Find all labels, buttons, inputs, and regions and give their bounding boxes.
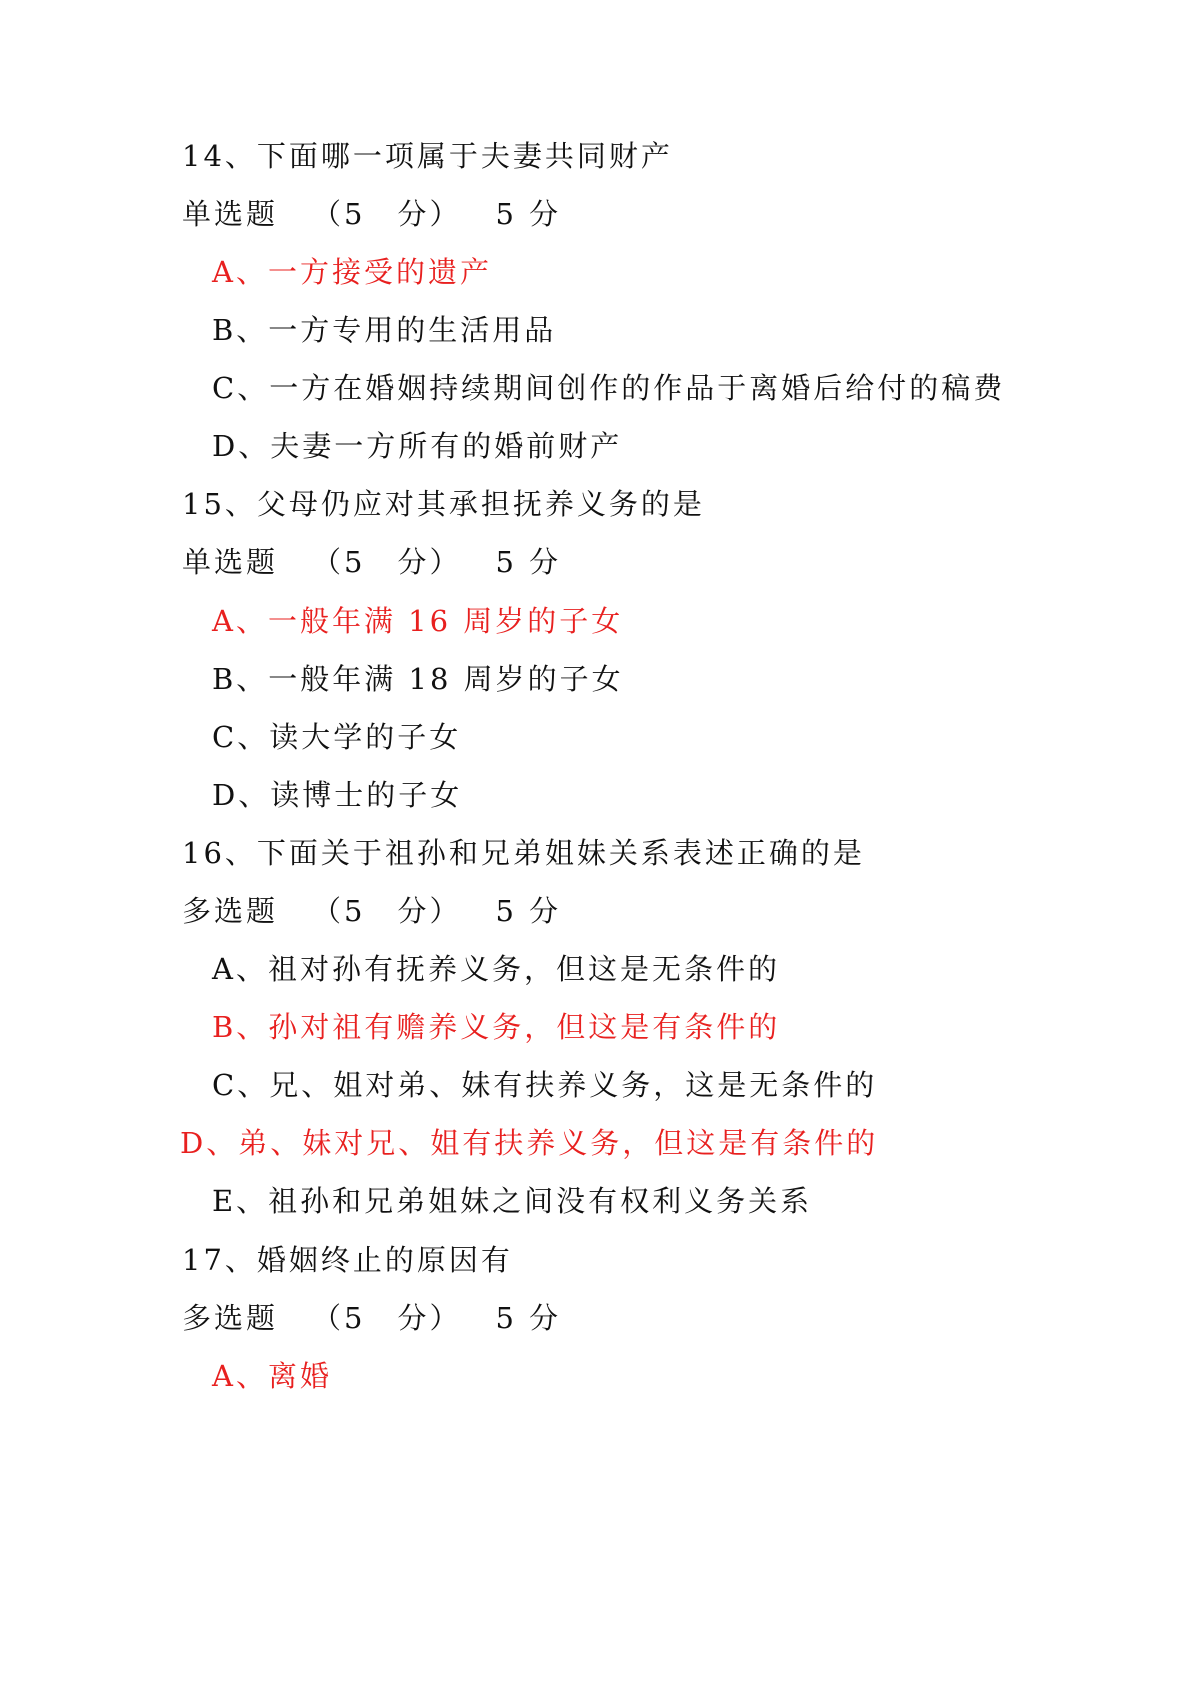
question-14-title: 14、下面哪一项属于夫妻共同财产 bbox=[182, 139, 673, 173]
question-score-paren: （5 分） bbox=[312, 545, 462, 579]
question-15-option-b: B、一般年满 18 周岁的子女 bbox=[212, 662, 624, 696]
question-15-option-c: C、读大学的子女 bbox=[212, 720, 462, 754]
question-17-meta bbox=[182, 1298, 561, 1338]
question-type: 单选题 bbox=[182, 197, 279, 231]
question-15-option-a: A、一般年满 16 周岁的子女 bbox=[212, 604, 624, 638]
question-15-title: 15、父母仍应对其承担抚养义务的是 bbox=[182, 487, 705, 521]
question-score: 5 分 bbox=[495, 894, 562, 928]
question-14-option-a: A、一方接受的遗产 bbox=[212, 255, 492, 289]
question-17-option-a: A、离婚 bbox=[212, 1359, 332, 1393]
question-score: 5 分 bbox=[495, 1301, 562, 1335]
question-16-option-c: C、兄、姐对弟、妹有扶养义务，这是无条件的 bbox=[212, 1068, 878, 1102]
question-14-option-b: B、一方专用的生活用品 bbox=[212, 313, 557, 347]
question-16-meta bbox=[182, 891, 561, 931]
question-15-option-d: D、读博士的子女 bbox=[212, 778, 463, 812]
question-14-option-c: C、一方在婚姻持续期间创作的作品于离婚后给付的稿费 bbox=[212, 371, 1006, 405]
question-score: 5 分 bbox=[495, 545, 562, 579]
question-score-paren: （5 分） bbox=[312, 1301, 462, 1335]
question-type: 单选题 bbox=[182, 545, 279, 579]
question-15-meta bbox=[182, 542, 561, 582]
question-16-title: 16、下面关于祖孙和兄弟姐妹关系表述正确的是 bbox=[182, 836, 865, 870]
question-16-option-d: D、弟、妹对兄、姐有扶养义务，但这是有条件的 bbox=[180, 1126, 879, 1160]
question-score-paren: （5 分） bbox=[312, 197, 462, 231]
question-type: 多选题 bbox=[182, 894, 279, 928]
question-16-option-e: E、祖孙和兄弟姐妹之间没有权利义务关系 bbox=[212, 1184, 813, 1218]
question-17-title: 17、婚姻终止的原因有 bbox=[182, 1243, 513, 1277]
question-16-option-b: B、孙对祖有赡养义务，但这是有条件的 bbox=[212, 1010, 781, 1044]
question-score-paren: （5 分） bbox=[312, 894, 462, 928]
question-16-option-a: A、祖对孙有抚养义务，但这是无条件的 bbox=[212, 952, 780, 986]
question-14-meta bbox=[182, 194, 561, 234]
question-score: 5 分 bbox=[495, 197, 562, 231]
question-14-option-d: D、夫妻一方所有的婚前财产 bbox=[212, 429, 623, 463]
question-type: 多选题 bbox=[182, 1301, 279, 1335]
